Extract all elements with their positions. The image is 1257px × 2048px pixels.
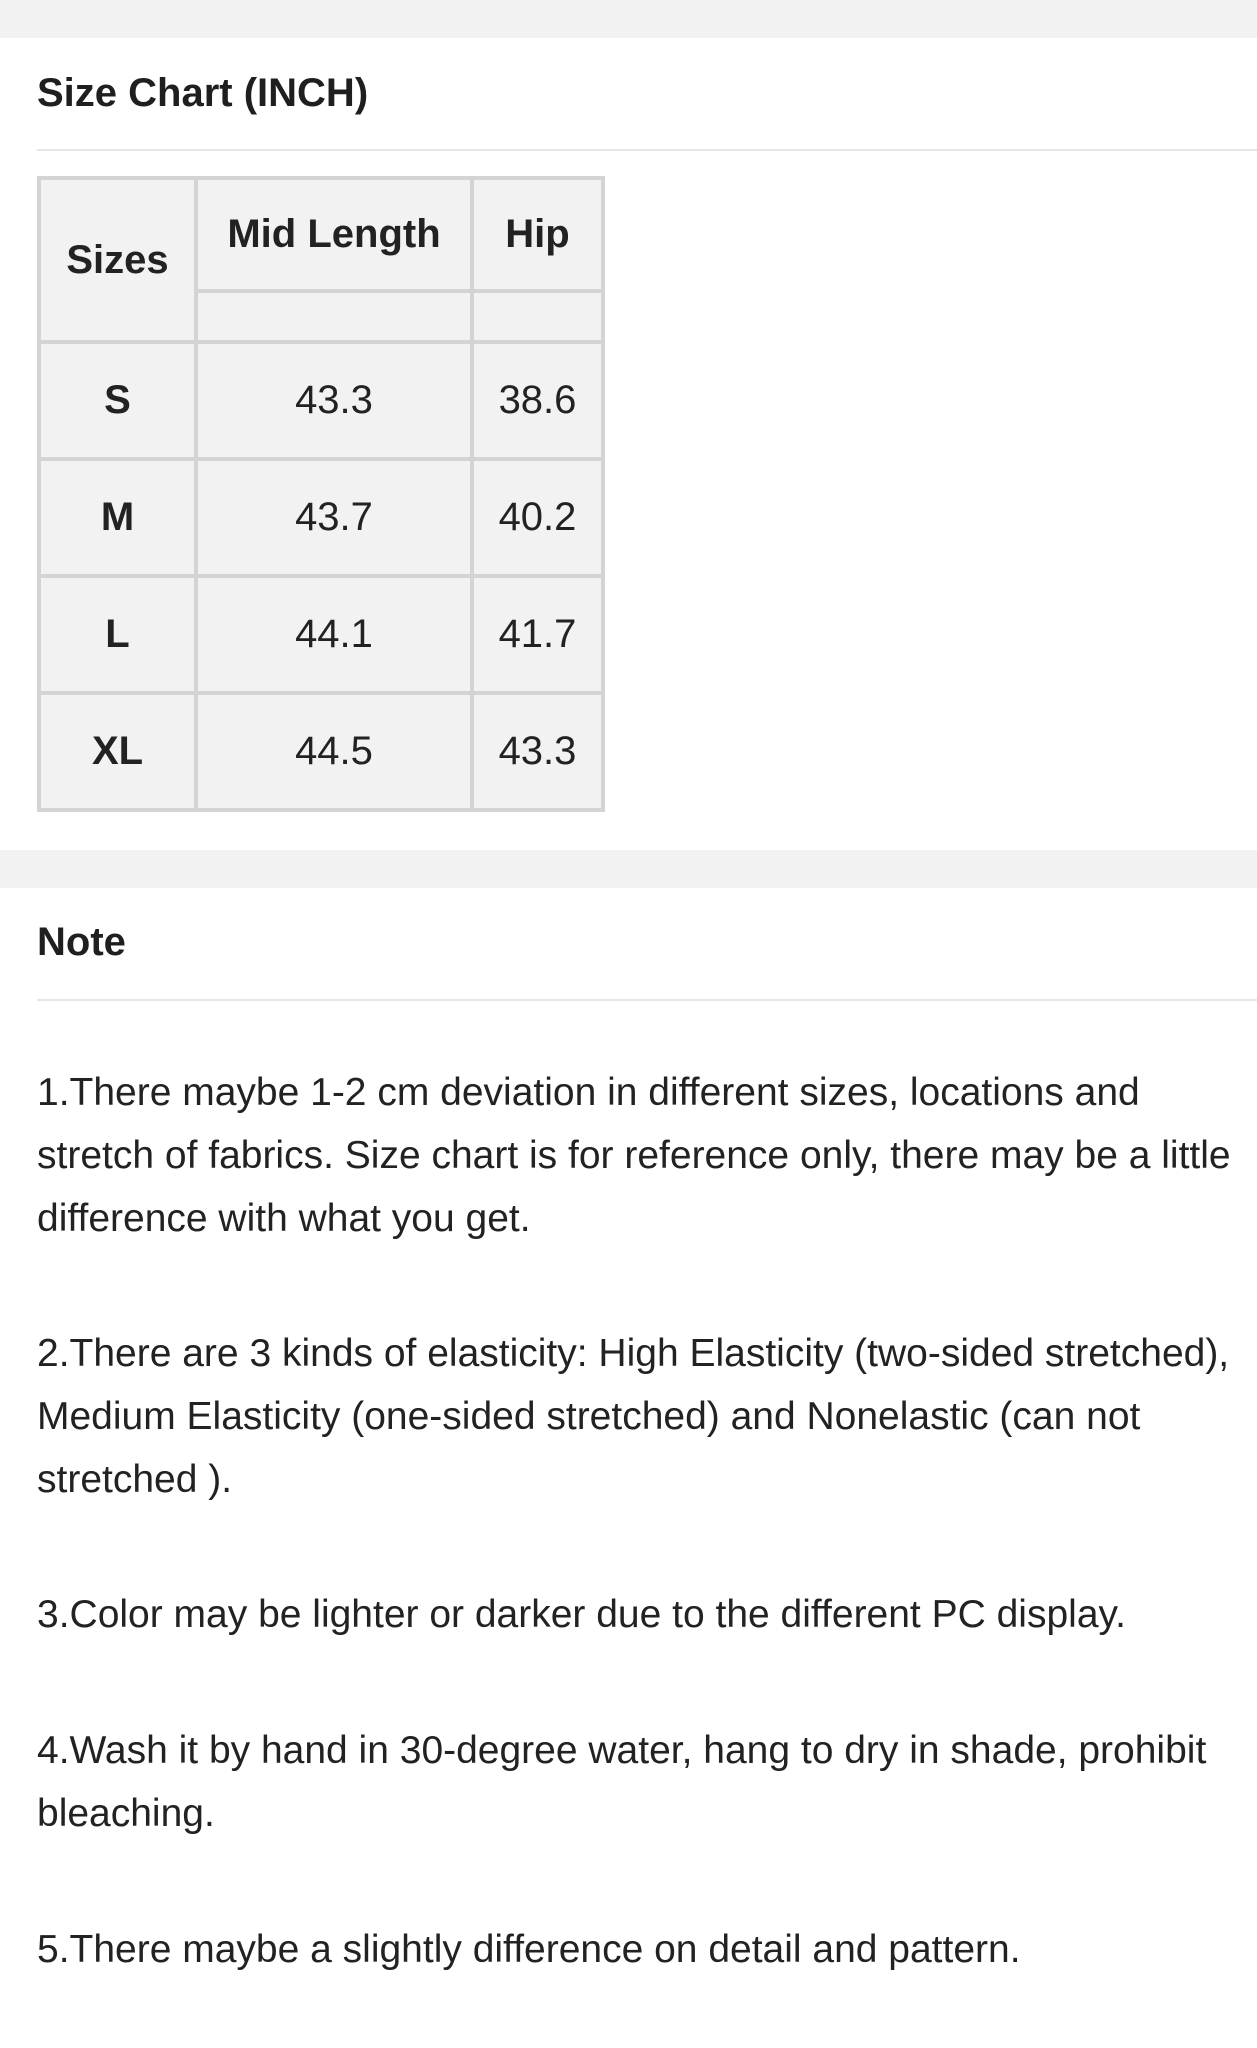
size-cell: S (41, 344, 194, 457)
hip-cell: 38.6 (474, 344, 601, 457)
subheader-hip (474, 293, 601, 340)
size-chart-title: Size Chart (INCH) (37, 71, 369, 115)
note-item-4: 4.Wash it by hand in 30-degree water, hang to dry in shade, prohibit bleaching. (37, 1729, 1207, 1835)
size-cell: M (41, 461, 194, 574)
mid-length-cell: 43.7 (198, 461, 470, 574)
note-divider (37, 999, 1257, 1001)
hip-cell: 41.7 (474, 578, 601, 691)
size-cell: L (41, 578, 194, 691)
header-hip: Hip (474, 180, 601, 289)
section-spacer (0, 850, 1257, 888)
table-row (41, 344, 601, 457)
hip-cell: 43.3 (474, 695, 601, 808)
note-item-1: 1.There maybe 1-2 cm deviation in different sizes, locations and stretch of fabrics. Size chart is for reference only, there may be a little difference with what you get. (37, 1071, 1231, 1240)
header-sizes: Sizes (41, 180, 194, 340)
size-table (37, 176, 605, 812)
table-row (41, 578, 601, 691)
note-item-2: 2.There are 3 kinds of elasticity: High Elasticity (two-sided stretched), Medium Elasticity (one-sided stretched) and Nonelastic (can not stretched ). (37, 1332, 1230, 1501)
size-cell: XL (41, 695, 194, 808)
note-item-3: 3.Color may be lighter or darker due to the different PC display. (37, 1593, 1126, 1636)
mid-length-cell: 44.5 (198, 695, 470, 808)
mid-length-cell: 44.1 (198, 578, 470, 691)
table-row (41, 695, 601, 808)
header-mid-length: Mid Length (198, 180, 470, 289)
note-item-5: 5.There maybe a slightly difference on detail and pattern. (37, 1928, 1021, 1971)
table-header-row (41, 180, 601, 289)
size-chart-divider (37, 149, 1257, 151)
table-row (41, 461, 601, 574)
hip-cell: 40.2 (474, 461, 601, 574)
subheader-mid-length (198, 293, 470, 340)
note-title: Note (37, 920, 126, 964)
top-spacer (0, 0, 1257, 38)
mid-length-cell: 43.3 (198, 344, 470, 457)
